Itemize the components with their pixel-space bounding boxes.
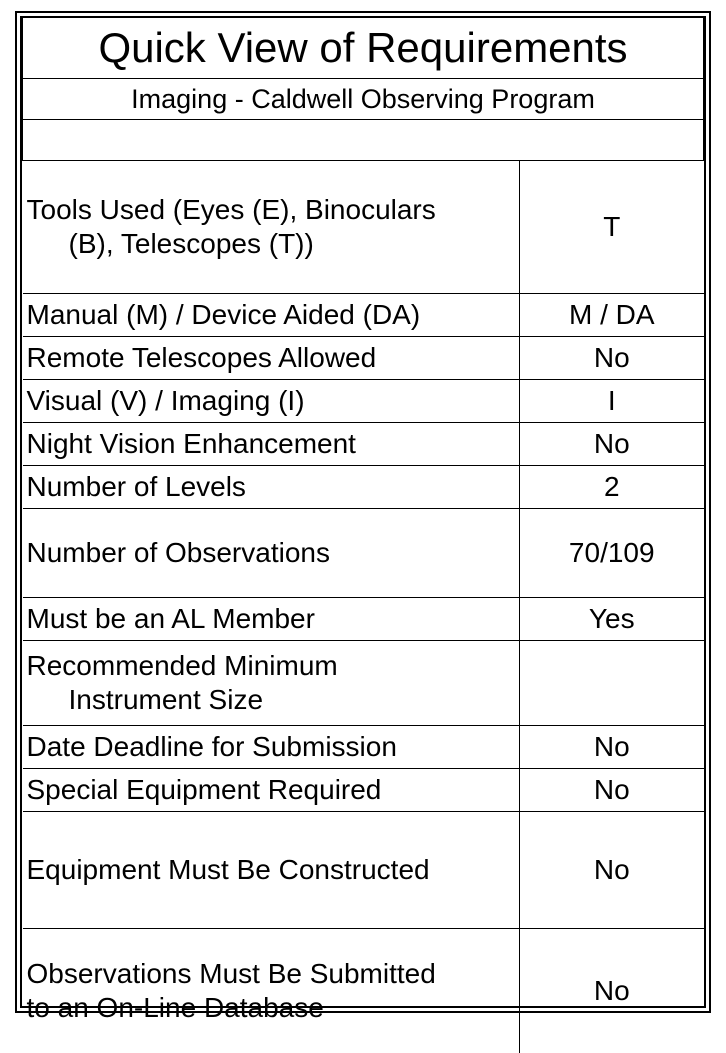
page-title: Quick View of Requirements [23, 18, 704, 79]
row-label-date-deadline: Date Deadline for Submission [23, 726, 520, 769]
row-label-line: Observations Must Be Submitted [27, 958, 436, 989]
row-value-visual-imaging: I [520, 380, 704, 423]
table-row [23, 598, 704, 641]
table-row [23, 423, 704, 466]
row-value-online-database: No [520, 929, 704, 1053]
table-row [23, 929, 704, 1053]
row-label-online-database [23, 929, 520, 1053]
table-row [23, 466, 704, 509]
table-row [23, 509, 704, 598]
table-row [23, 380, 704, 423]
row-value-number-of-levels: 2 [520, 466, 704, 509]
row-value-al-member: Yes [520, 598, 704, 641]
row-value-manual-device: M / DA [520, 294, 704, 337]
table-row [23, 294, 704, 337]
row-label-line: Recommended Minimum [27, 650, 338, 681]
row-label-instrument-size [23, 641, 520, 726]
row-label-line: (B), Telescopes (T)) [27, 227, 520, 261]
table-row [23, 769, 704, 812]
table-row [23, 337, 704, 380]
row-value-equipment-constructed: No [520, 812, 704, 929]
row-value-number-of-observations: 70/109 [520, 509, 704, 598]
table-row [23, 641, 704, 726]
row-label-special-equipment: Special Equipment Required [23, 769, 520, 812]
row-value-instrument-size [520, 641, 704, 726]
row-label-equipment-constructed: Equipment Must Be Constructed [23, 812, 520, 929]
row-value-date-deadline: No [520, 726, 704, 769]
row-value-night-vision: No [520, 423, 704, 466]
row-label-manual-device: Manual (M) / Device Aided (DA) [23, 294, 520, 337]
requirements-table [22, 18, 704, 1053]
row-value-remote-telescopes: No [520, 337, 704, 380]
row-label-number-of-levels: Number of Levels [23, 466, 520, 509]
row-label-line: Tools Used (Eyes (E), Binoculars [27, 194, 436, 225]
requirements-table-container [20, 16, 706, 1008]
row-label-line: to an On-Line Database [27, 992, 324, 1023]
page-subtitle: Imaging - Caldwell Observing Program [23, 79, 704, 120]
row-label-night-vision: Night Vision Enhancement [23, 423, 520, 466]
row-label-line: Instrument Size [27, 683, 520, 717]
table-row [23, 726, 704, 769]
spacer-row [23, 120, 704, 161]
row-value-special-equipment: No [520, 769, 704, 812]
row-label-number-of-observations: Number of Observations [23, 509, 520, 598]
row-label-remote-telescopes: Remote Telescopes Allowed [23, 337, 520, 380]
table-row [23, 812, 704, 929]
row-label-tools-used [23, 161, 520, 294]
table-row [23, 161, 704, 294]
row-label-visual-imaging: Visual (V) / Imaging (I) [23, 380, 520, 423]
row-value-tools-used: T [520, 161, 704, 294]
row-label-al-member: Must be an AL Member [23, 598, 520, 641]
